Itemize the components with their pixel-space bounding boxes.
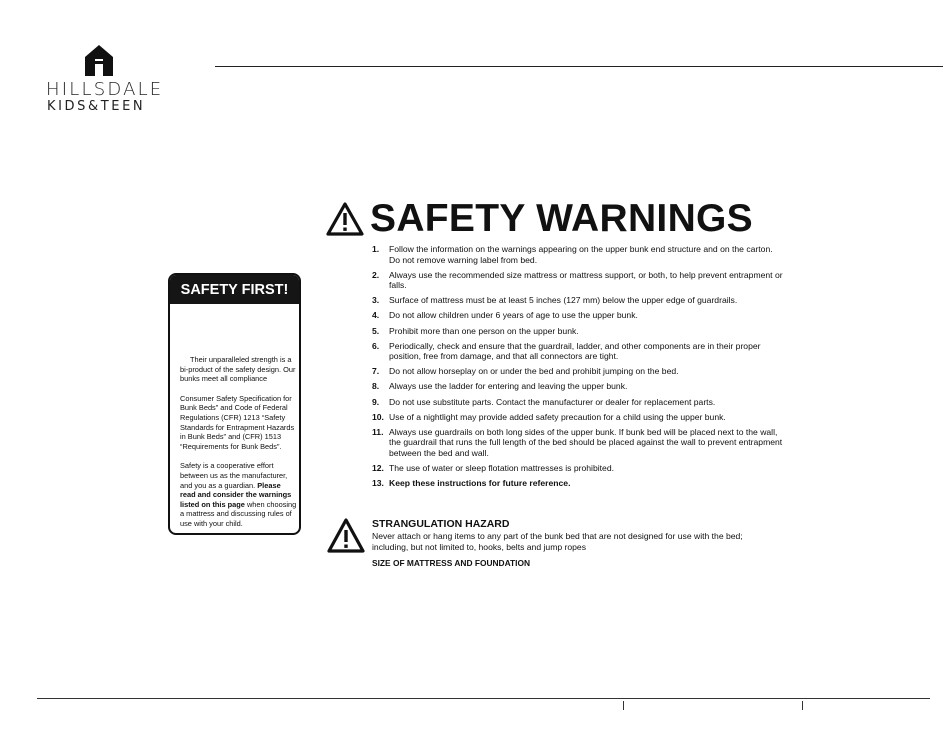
warning-triangle-icon bbox=[327, 518, 365, 553]
warning-number: 10. bbox=[372, 411, 384, 422]
warning-text: Always use guardrails on both long sides of the upper bunk. If bunk bed will be placed next to the wall, the guardrail that runs the full length of the bed should be placed against the wall to prevent entrapment between the bed and wall. bbox=[389, 426, 783, 458]
warning-item bbox=[370, 397, 785, 408]
warning-text: Prohibit more than one person on the upper bunk. bbox=[389, 325, 579, 336]
warning-number: 6. bbox=[372, 340, 380, 351]
warning-number: 8. bbox=[372, 381, 380, 392]
safety-first-para-3-bold: Please read and consider the warnings listed on this page bbox=[180, 480, 292, 509]
safety-first-body bbox=[180, 355, 298, 535]
warning-item bbox=[370, 270, 785, 291]
mattress-size-heading: SIZE OF MATTRESS AND FOUNDATION bbox=[372, 558, 531, 568]
hazard-text: Never attach or hang items to any part of the bunk bed that are not designed for use with the bed; including, but not limited to, hooks, belts and jump ropes bbox=[372, 531, 743, 552]
warning-text: Periodically, check and ensure that the guardrail, ladder, and other components are in their proper position, free from damage, and that all connectors are tight. bbox=[389, 340, 761, 362]
warning-text: Follow the information on the warnings appearing on the upper bunk end structure and on the carton. Do not remove warning label from bed. bbox=[389, 244, 773, 265]
warning-text: Do not allow horseplay on or under the bed and prohibit jumping on the bed. bbox=[389, 366, 679, 377]
warning-text: The use of water or sleep flotation mattresses is prohibited. bbox=[389, 463, 614, 473]
warning-text: Always use the ladder for entering and leaving the upper bunk. bbox=[389, 381, 628, 392]
brand-name: HILLSDALE bbox=[46, 79, 164, 100]
warning-number: 4. bbox=[372, 310, 380, 321]
warning-text: Always use the recommended size mattress or mattress support, or both, to help prevent entrapment or falls. bbox=[389, 269, 783, 291]
footer-divider bbox=[802, 701, 803, 710]
safety-first-header: SAFETY FIRST! bbox=[170, 275, 299, 304]
warning-item bbox=[370, 381, 785, 392]
warning-item bbox=[370, 295, 785, 306]
warning-text: Surface of mattress must be at least 5 inches (127 mm) below the upper edge of guardrails. bbox=[389, 295, 738, 306]
hazard-title: STRANGULATION HAZARD bbox=[372, 518, 510, 530]
header-rule bbox=[215, 66, 943, 67]
warning-number: 9. bbox=[372, 396, 380, 407]
warning-number: 13. bbox=[372, 478, 384, 489]
footer-rule bbox=[37, 698, 930, 699]
safety-first-para-1: Their unparalleled strength is a bi-product of the safety design. Our bunks meet all compliance bbox=[180, 355, 296, 384]
warning-item bbox=[370, 463, 785, 474]
warning-number: 7. bbox=[372, 366, 380, 377]
warning-number: 2. bbox=[372, 269, 380, 280]
safety-first-para-3-text: Safety is a cooperative effort between us as the manufacturer, and you as a guardian. bbox=[180, 461, 288, 490]
warning-item bbox=[370, 427, 785, 459]
footer-divider bbox=[623, 701, 624, 710]
brand-subname: KIDS&TEEN bbox=[47, 99, 146, 114]
safety-first-para-3 bbox=[180, 461, 298, 528]
warning-number: 3. bbox=[372, 295, 380, 306]
warning-item bbox=[370, 366, 785, 377]
safety-first-para-2: Consumer Safety Specification for Bunk Beds” and Code of Federal Regulations (CFR) 1213 “Safety Standards for Entrapment Hazards in Bunk Beds” and (CFR) 1513 “Requirements for Bunk Beds”. bbox=[180, 393, 295, 451]
safety-first-para-3-tail: when choosing a mattress and discussing rules of use with your child. bbox=[180, 499, 297, 528]
warning-item bbox=[370, 326, 785, 337]
warning-item bbox=[370, 244, 785, 265]
warnings-list bbox=[370, 244, 785, 493]
warning-text: Do not use substitute parts. Contact the manufacturer or dealer for replacement parts. bbox=[389, 396, 716, 407]
warning-triangle-icon bbox=[326, 202, 364, 236]
warning-number: 12. bbox=[372, 463, 384, 473]
warning-text: Keep these instructions for future reference. bbox=[389, 478, 571, 489]
warning-number: 11. bbox=[372, 426, 384, 437]
warning-text: Do not allow children under 6 years of age to use the upper bunk. bbox=[389, 310, 638, 321]
warning-number: 1. bbox=[372, 244, 380, 254]
warning-number: 5. bbox=[372, 325, 380, 336]
warning-item bbox=[370, 341, 785, 362]
safety-first-box bbox=[168, 273, 301, 535]
warning-item bbox=[370, 412, 785, 423]
warning-text: Use of a nightlight may provide added safety precaution for a child using the upper bunk. bbox=[389, 411, 726, 422]
page-title: SAFETY WARNINGS bbox=[370, 197, 753, 240]
house-icon bbox=[84, 44, 114, 76]
warning-item bbox=[370, 310, 785, 321]
warning-item bbox=[370, 478, 785, 489]
brand-logo bbox=[44, 44, 164, 116]
